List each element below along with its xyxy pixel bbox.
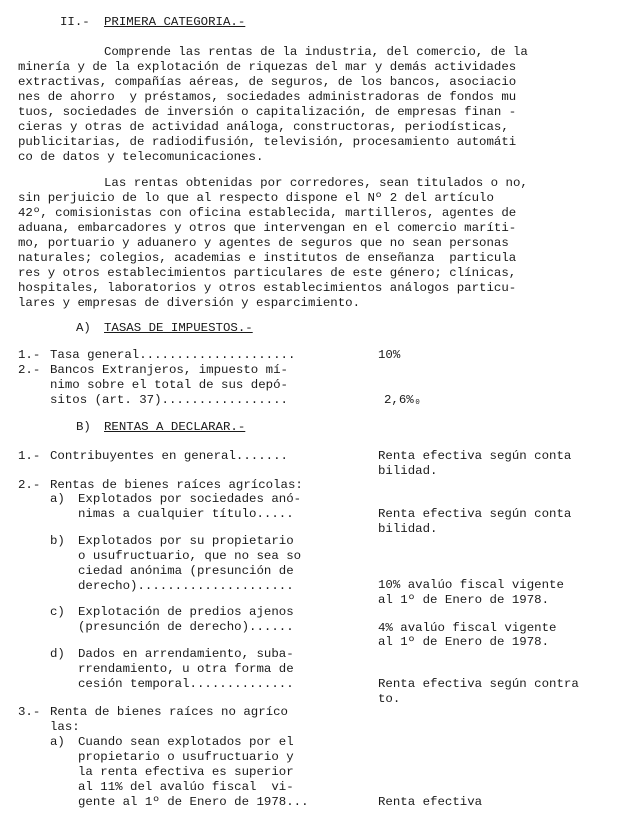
subitem-value: Renta efectiva según conta (378, 507, 572, 521)
paragraph1-line: co de datos y telecomunicaciones. (18, 150, 264, 164)
subitem-label: al 11% del avalúo fiscal vi- (78, 780, 294, 794)
subitem-label: o usufructuario, que no sea so (78, 549, 302, 563)
subitem-label: propietario o usufructuario y (78, 750, 294, 764)
subitem-label: Explotación de predios ajenos (78, 605, 294, 619)
paragraph2-line: lares y empresas de diversión y esparcimiento. (18, 296, 361, 310)
subitem-letter: b) (50, 534, 65, 548)
subitem-letter: d) (50, 647, 65, 661)
subitem-value: al 1º de Enero de 1978. (378, 635, 550, 649)
tasa-item-label: Tasa general..................... (50, 348, 296, 362)
tasa-item-label: nimo sobre el total de sus depó- (50, 378, 288, 392)
subitem-value: 4% avalúo fiscal vigente (378, 621, 557, 635)
tasa-item-number: 1.- (18, 348, 41, 362)
renta-item-value: bilidad. (378, 464, 438, 478)
tasa-item-value: 10% (378, 348, 401, 362)
renta-item-number: 3.- (18, 705, 41, 719)
subitem-value: bilidad. (378, 522, 438, 536)
paragraph2-line: hospitales, laboratorios y otros establecimientos análogos particu- (18, 281, 517, 295)
paragraph1-line: extractivas, compañías aéreas, de seguros, de los bancos, asociacio (18, 75, 517, 89)
subitem-value: Renta efectiva según contra (378, 677, 579, 691)
subitem-label: la renta efectiva es superior (78, 765, 294, 779)
subitem-label: nimas a cualquier título..... (78, 507, 294, 521)
paragraph2-line: naturales; colegios, academias e institutos de enseñanza particula (18, 251, 517, 265)
rentas-heading: RENTAS A DECLARAR.- (104, 420, 246, 434)
renta-item-title: Rentas de bienes raíces agrícolas: (50, 478, 303, 492)
subitem-label: derecho)..................... (78, 579, 294, 593)
paragraph2-line: mo, portuario y aduanero y agentes de seguros que no sean personas (18, 236, 509, 250)
paragraph2-line: aduana, embarcadores y otros que intervengan en el comercio maríti- (18, 221, 517, 235)
paragraph1-line: cieras y otras de actividad análoga, constructoras, periodísticas, (18, 120, 509, 134)
subitem-label: ciedad anónima (presunción de (78, 564, 294, 578)
tasa-item-label: Bancos Extranjeros, impuesto mí- (50, 363, 288, 377)
subitem-label: Cuando sean explotados por el (78, 735, 294, 749)
subitem-label: cesión temporal.............. (78, 677, 294, 691)
rentas-heading-prefix: B) (76, 420, 91, 434)
paragraph2-line: 42º, comisionistas con oficina establecida, martilleros, agentes de (18, 206, 517, 220)
paragraph1-line: Comprende las rentas de la industria, del comercio, de la (104, 45, 528, 59)
subitem-label: rrendamiento, u otra forma de (78, 662, 294, 676)
renta-item-label: Contribuyentes en general....... (50, 449, 288, 463)
paragraph1-line: minería y de la explotación de riquezas del mar y demás actividades (18, 60, 517, 74)
subitem-letter: c) (50, 605, 65, 619)
tasas-heading-prefix: A) (76, 321, 91, 335)
paragraph2-line: Las rentas obtenidas por corredores, sean titulados o no, (104, 176, 528, 190)
tasa-item-number: 2.- (18, 363, 41, 377)
tasa-item-label: sitos (art. 37)................. (50, 393, 288, 407)
subitem-label: Dados en arrendamiento, suba- (78, 647, 294, 661)
subitem-label: Explotados por sociedades anó- (78, 492, 302, 506)
subitem-value: Renta efectiva (378, 795, 483, 809)
paragraph2-line: res y otros establecimientos particulares de este género; clínicas, (18, 266, 517, 280)
tasas-heading: TASAS DE IMPUESTOS.- (104, 321, 253, 335)
section-number: II.- (60, 15, 90, 29)
renta-item-number: 1.- (18, 449, 41, 463)
subitem-value: al 1º de Enero de 1978. (378, 593, 550, 607)
paragraph1-line: nes de ahorro y préstamos, sociedades administradoras de fondos mu (18, 90, 517, 104)
paragraph1-line: publicitarias, de radiodifusión, televisión, procesamiento automáti (18, 135, 517, 149)
subitem-label: gente al 1º de Enero de 1978... (78, 795, 309, 809)
renta-item-number: 2.- (18, 478, 41, 492)
paragraph2-line: sin perjuicio de lo que al respecto dispone el Nº 2 del artículo (18, 191, 494, 205)
renta-item-title: Renta de bienes raíces no agríco (50, 705, 288, 719)
subitem-label: Explotados por su propietario (78, 534, 294, 548)
subitem-value: 10% avalúo fiscal vigente (378, 578, 564, 592)
section-title: PRIMERA CATEGORIA.- (104, 15, 246, 29)
renta-item-value: Renta efectiva según conta (378, 449, 572, 463)
subitem-value: to. (378, 692, 401, 706)
tasa-item-value: 2,6%₀ (384, 393, 422, 407)
subitem-label: (presunción de derecho)...... (78, 620, 294, 634)
paragraph1-line: tuos, sociedades de inversión o capitalización, de empresas finan - (18, 105, 517, 119)
renta-item-title: las: (50, 720, 80, 734)
subitem-letter: a) (50, 492, 65, 506)
subitem-letter: a) (50, 735, 65, 749)
